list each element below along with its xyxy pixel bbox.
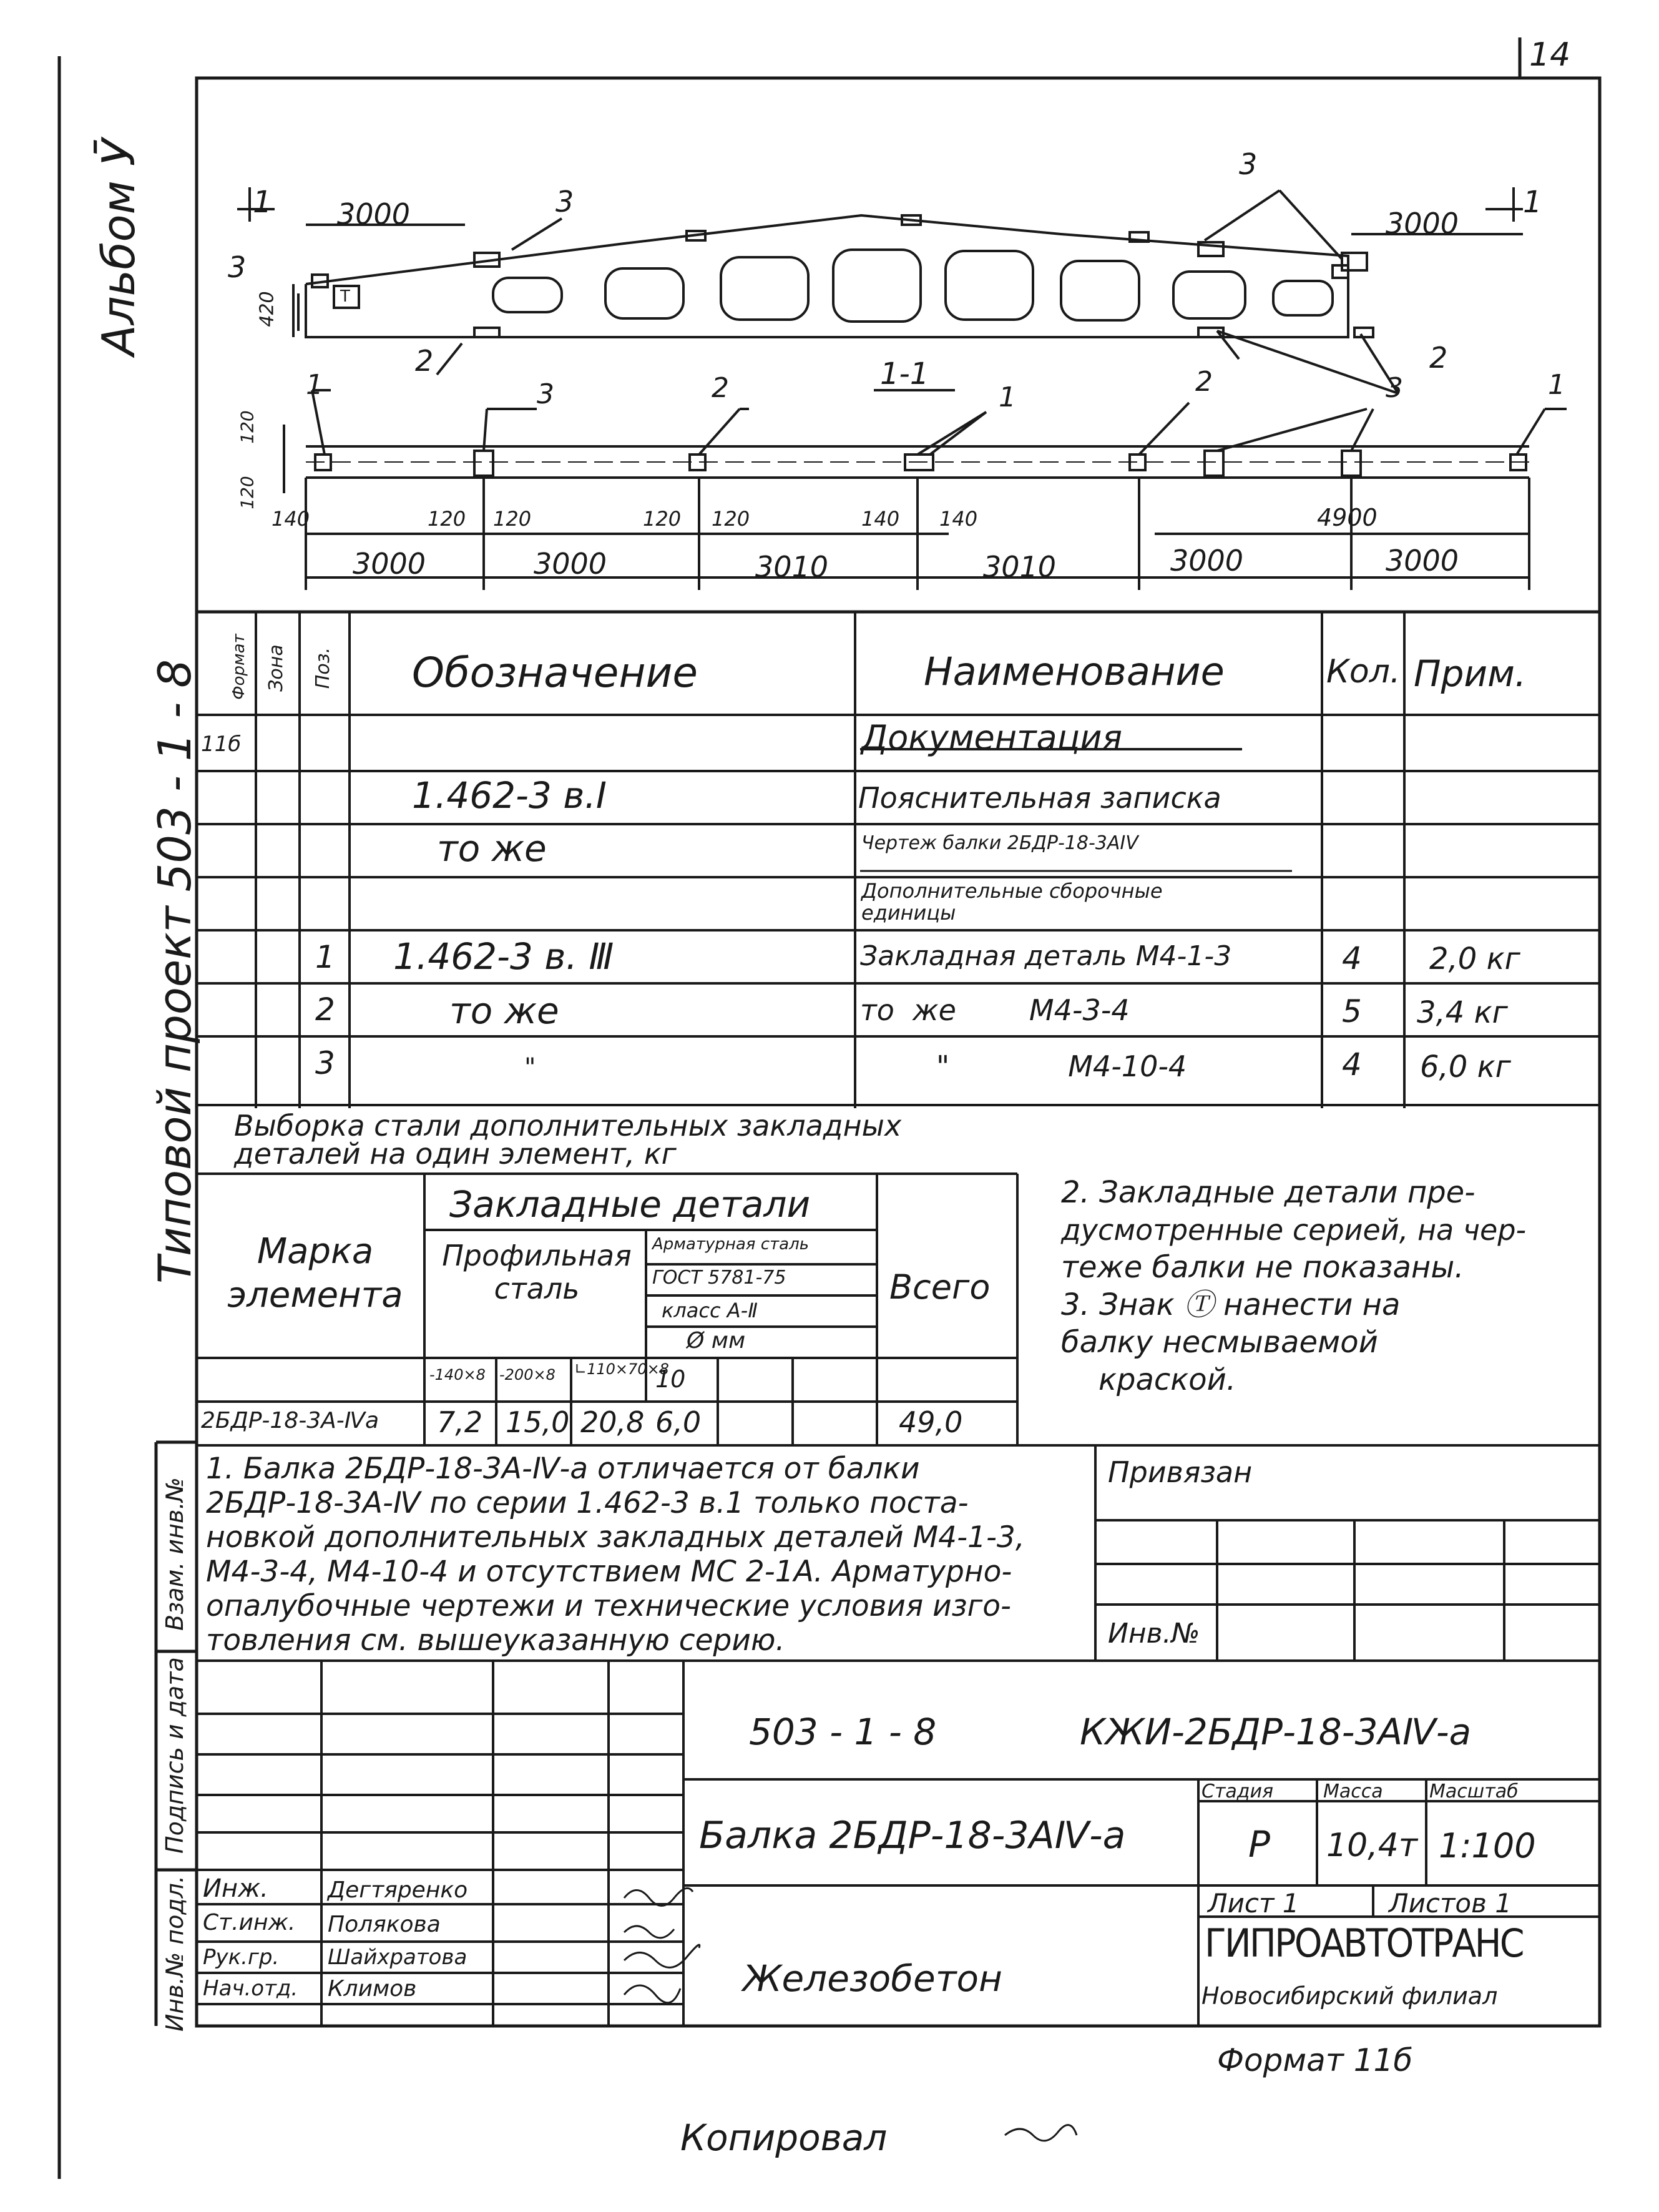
callout-2-b: 2 [1429, 341, 1448, 375]
bottom-dim: 3010 [755, 550, 829, 584]
row-v1: 7,2 [437, 1405, 483, 1439]
note-line: теже балки не показаны. [1061, 1250, 1464, 1285]
mark-t-icon: T [340, 287, 350, 306]
bottom-dim: 3000 [353, 547, 426, 581]
page-number: 14 [1529, 36, 1571, 74]
header-name: Наименование [924, 649, 1225, 694]
plan-callout-3-left: 3 [537, 378, 554, 410]
plan-callout-2-right: 2 [1195, 366, 1213, 398]
note-1-line: 2БДР-18-3А-Ⅳ по серии 1.462-3 в.1 только поста- [206, 1486, 969, 1520]
note-1-line: новкой дополнительных закладных деталей М4-1-3, [206, 1520, 1025, 1555]
row-name: Документация [861, 718, 1122, 757]
note-line: балку несмываемой [1061, 1325, 1378, 1360]
staff-role: Рук.гр. [203, 1945, 280, 1970]
callout-3-c: 3 [1239, 147, 1258, 181]
copied-label: Копировал [680, 2116, 888, 2159]
header-qty: Кол. [1326, 653, 1401, 691]
header-note: Прим. [1414, 652, 1527, 695]
row-qty: 4 [1342, 940, 1362, 976]
plan-callout-2-left: 2 [712, 372, 729, 404]
staff-role: Нач.отд. [203, 1976, 298, 2001]
subcol-profile-2: -200×8 [499, 1366, 555, 1384]
callout-2-a: 2 [415, 344, 434, 378]
note-line: 2. Закладные детали пре- [1061, 1175, 1475, 1210]
profile-header: Профильная сталь [442, 1239, 632, 1305]
row-note: 6,0 кг [1420, 1049, 1511, 1084]
bottom-dim: 3010 [983, 550, 1057, 584]
bottom-dim: 3000 [534, 547, 607, 581]
row-designation: " [524, 1053, 536, 1082]
inv-vzam-label: Взам. инв.№ [161, 1477, 188, 1631]
note-1-line: М4-3-4, М4-10-4 и отсутствием МС 2-1А. Арматурно- [206, 1555, 1012, 1589]
row-note: 2,0 кг [1429, 941, 1520, 976]
rebar-class: класс А-Ⅱ [662, 1299, 758, 1322]
dim-top-left: 3000 [337, 197, 411, 231]
plan-callout-3-right: 3 [1386, 372, 1403, 404]
embedded-header: Закладные детали [449, 1183, 811, 1226]
drawing-title: Балка 2БДР-18-3АⅣ-а [699, 1814, 1126, 1857]
row-designation: 1.462-3 в. Ⅲ [393, 935, 614, 978]
steel-title-1: Выборка стали дополнительных закладных [234, 1109, 902, 1143]
small-dim: 120 [493, 507, 532, 531]
inv-number-label: Инв.№ [1108, 1618, 1200, 1649]
total-header: Всего [889, 1267, 991, 1307]
callout-3-a: 3 [228, 250, 247, 284]
staff-name: Дегтяренко [328, 1877, 468, 1903]
plan-callout-1-mid: 1 [999, 381, 1016, 413]
row-designation: 1.462-3 в.I [412, 774, 607, 817]
privyazan-label: Привязан [1108, 1455, 1253, 1489]
subcol-rebar: 10 [655, 1365, 686, 1393]
plan-side-dim-bottom: 120 [237, 476, 258, 509]
sheets-label: Листов 1 [1389, 1888, 1512, 1919]
staff-name: Шайхратова [328, 1945, 467, 1970]
note-1-line: товления см. вышеуказанную серию. [206, 1623, 785, 1658]
plan-callout-1-right: 1 [1548, 369, 1565, 401]
staff-name: Климов [328, 1976, 417, 2002]
row-name: Закладная деталь М4-1-3 [860, 940, 1232, 972]
format-value: 11б [201, 732, 242, 757]
row-name: " М4-10-4 [936, 1049, 1187, 1083]
sign-date-label: Подпись и дата [161, 1657, 188, 1854]
steel-title-2: деталей на один элемент, кг [234, 1137, 677, 1171]
small-dim: 120 [428, 507, 466, 531]
row-mark: 2БДР-18-3А-Ⅳа [201, 1408, 379, 1433]
row-designation: то же [449, 990, 559, 1032]
header-format: Формат [229, 634, 248, 700]
header-designation: Обозначение [412, 649, 698, 697]
section-mark-left: 1 [253, 185, 272, 220]
callout-3-b: 3 [555, 185, 574, 219]
code-right: КЖИ-2БДР-18-3АⅣ-а [1080, 1711, 1472, 1753]
small-dim: 140 [939, 507, 978, 531]
mark-header: Марка элемента [227, 1231, 403, 1315]
small-dim: 140 [861, 507, 900, 531]
note-1-line: 1. Балка 2БДР-18-3А-Ⅳ-а отличается от балки [206, 1452, 920, 1486]
row-name: Чертеж балки 2БДР-18-3АIV [861, 832, 1138, 854]
staff-role: Инж. [203, 1874, 268, 1903]
signature-marks [624, 1888, 1077, 2141]
row-v4: 6,0 [655, 1405, 702, 1439]
note-1-line: опалубочные чертежи и технические условия изго- [206, 1589, 1012, 1623]
mass-label: Масса [1323, 1781, 1383, 1802]
album-label: Альбом Ӯ [92, 139, 145, 356]
small-dim: 120 [643, 507, 682, 531]
row-pos: 1 [315, 939, 335, 975]
small-dim: 140 [272, 507, 310, 531]
format-label: Формат 11б [1217, 2042, 1413, 2078]
section-mark-right: 1 [1523, 185, 1542, 220]
subcol-profile-1: -140×8 [429, 1366, 486, 1384]
scale-value: 1:100 [1439, 1826, 1536, 1865]
staff-name: Полякова [328, 1912, 441, 1937]
row-v2: 15,0 [506, 1405, 570, 1439]
rebar-header-2: ГОСТ 5781-75 [652, 1267, 786, 1289]
row-pos: 3 [315, 1045, 335, 1081]
organization-logo: ГИПРОАВТОТРАНС [1205, 1920, 1523, 1966]
project-label: Типовой проект 503 - 1 - 8 [149, 659, 201, 1284]
sheet-label: Лист 1 [1208, 1888, 1299, 1919]
diameter: Ø мм [687, 1328, 746, 1354]
subcol-profile-3: ∟110×70×8 [574, 1360, 669, 1378]
staff-role: Ст.инж. [203, 1910, 296, 1935]
height-dim: 420 [256, 291, 278, 327]
stage-value: Р [1248, 1823, 1270, 1865]
bottom-dim: 3000 [1170, 544, 1244, 578]
rebar-header-1: Арматурная сталь [652, 1235, 810, 1254]
small-dim: 4900 [1317, 504, 1378, 531]
material-label: Железобетон [743, 1957, 1002, 2000]
bottom-dim: 3000 [1386, 544, 1459, 578]
section-title: 1-1 [880, 356, 929, 391]
mass-value: 10,4т [1326, 1827, 1418, 1864]
header-pos: Поз. [312, 647, 335, 689]
plan-side-dim-top: 120 [237, 410, 258, 444]
notes-right [1061, 1174, 1526, 1398]
row-qty: 5 [1342, 993, 1362, 1030]
row-qty: 4 [1342, 1046, 1362, 1083]
row-total: 49,0 [899, 1405, 963, 1439]
row-designation: то же [437, 827, 547, 870]
stage-label: Стадия [1201, 1781, 1274, 1802]
row-name: то же М4-3-4 [860, 993, 1130, 1027]
dim-top-right: 3000 [1386, 207, 1459, 240]
row-pos: 2 [315, 991, 335, 1028]
plan-callout-1-left: 1 [306, 369, 323, 401]
row-v3: 20,8 [580, 1405, 645, 1439]
code-left: 503 - 1 - 8 [749, 1711, 937, 1753]
inv-podl-label: Инв.№ подл. [161, 1875, 188, 2032]
note-line: краской. [1099, 1362, 1236, 1397]
scale-label: Масштаб [1429, 1781, 1519, 1802]
row-note: 3,4 кг [1417, 995, 1508, 1030]
small-dim: 120 [712, 507, 750, 531]
note-line: дусмотренные серией, на чер- [1061, 1213, 1527, 1247]
header-zone: Зона [265, 644, 287, 692]
row-name: Пояснительная записка [858, 781, 1221, 815]
note-1 [206, 1452, 1025, 1658]
row-name: Дополнительные сборочные единицы [861, 879, 1163, 925]
note-line: 3. Знак Ⓣ нанести на [1061, 1287, 1401, 1322]
branch-label: Новосибирский филиал [1201, 1982, 1498, 2010]
